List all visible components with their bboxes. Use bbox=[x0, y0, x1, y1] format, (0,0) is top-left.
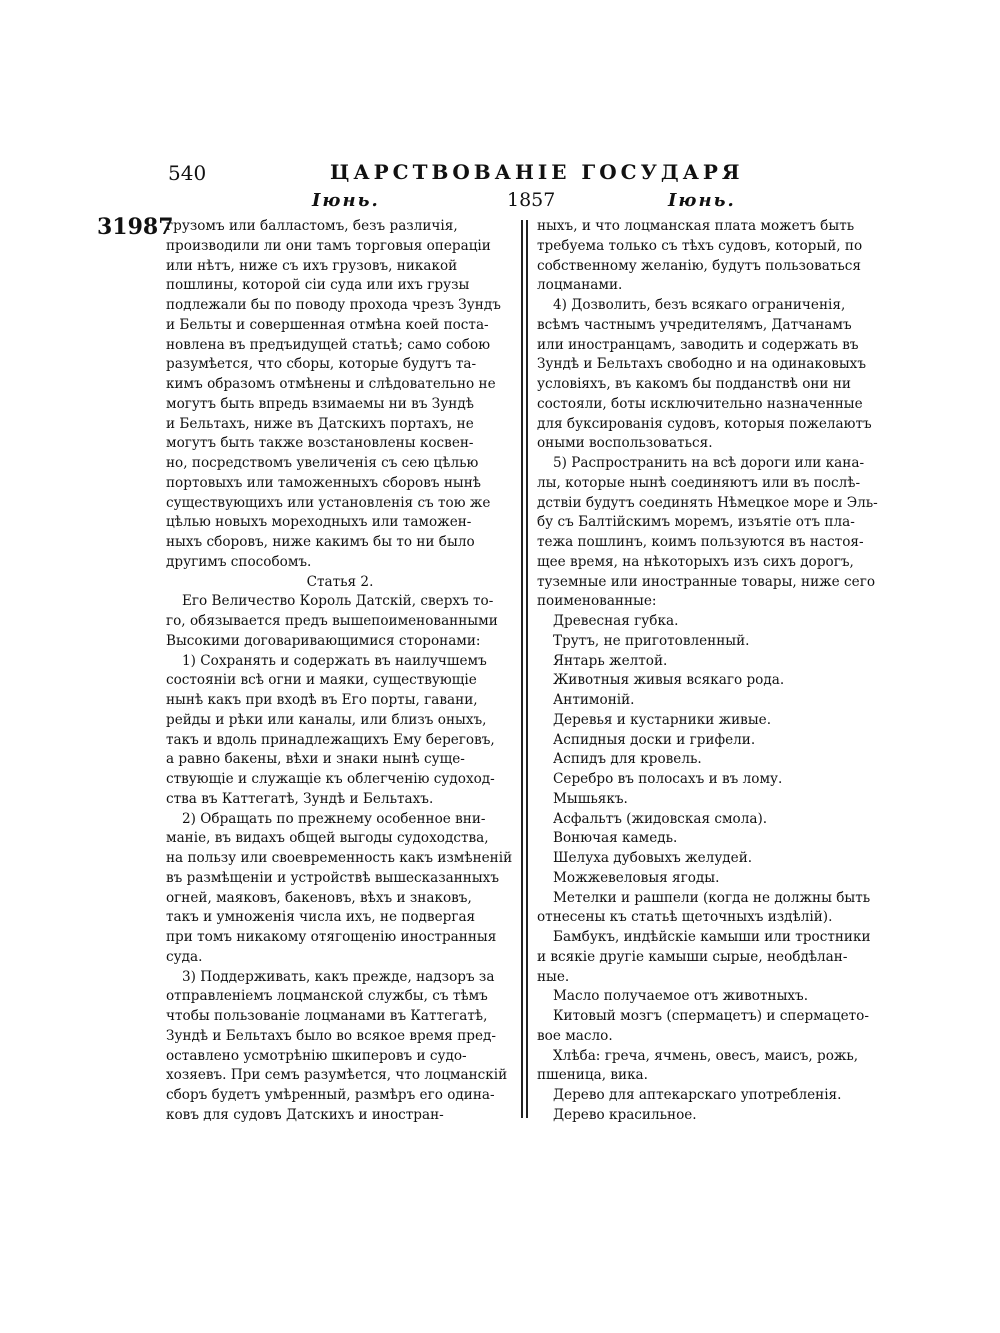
right-column-line: Шелуха дубовыхъ желудей. bbox=[553, 850, 753, 866]
right-column-line: Серебро въ полосахъ и въ лому. bbox=[553, 771, 783, 787]
left-column-line: ствующіе и служащіе къ облегченію судоход- bbox=[166, 771, 495, 787]
left-column-line: отправленіемъ лоцманской службы, съ тѣмъ bbox=[166, 988, 488, 1005]
document-number: 31987 bbox=[97, 214, 174, 240]
left-column-line: при томъ никакому отягощенію иностранныя bbox=[166, 929, 497, 945]
left-column-line: хозяевъ. При семъ разумѣется, что лоцманскій bbox=[166, 1067, 508, 1084]
right-column-line: Метелки и рашпели (когда не должны быть bbox=[553, 889, 871, 906]
left-column-line: 1) Сохранять и содержать въ наилучшемъ bbox=[182, 652, 487, 669]
left-column-line: Высокими договаривающимися сторонами: bbox=[166, 632, 481, 649]
right-column-line: ные. bbox=[537, 968, 570, 985]
right-column-line: Хлѣба: греча, ячмень, овесъ, маисъ, рожь, bbox=[553, 1047, 859, 1064]
right-column-line: Деревья и кустарники живые. bbox=[553, 711, 772, 728]
left-column-line: маніе, въ видахъ общей выгоды судоходства, bbox=[166, 830, 489, 847]
left-column-line: суда. bbox=[166, 948, 203, 965]
right-column-line: 4) Дозволить, безъ всякаго ограниченія, bbox=[553, 297, 846, 313]
left-column-line: Статья 2. bbox=[306, 573, 374, 590]
right-column-line: Масло получаемое отъ животныхъ. bbox=[553, 988, 809, 1005]
left-column bbox=[166, 217, 514, 1126]
left-column-line: кимъ образомъ отмѣнены и слѣдовательно не bbox=[166, 376, 496, 392]
page-title: ЦАРСТВОВАНІЕ ГОСУДАРЯ bbox=[330, 160, 744, 184]
left-column-line: состояніи всѣ огни и маяки, существующіе bbox=[166, 672, 477, 689]
right-column-line: Асфальтъ (жидовская смола). bbox=[553, 810, 768, 827]
right-column-line: собственному желанію, будутъ пользоваться bbox=[537, 257, 861, 274]
left-column-line: ныхъ сборовъ, ниже какимъ бы то ни было bbox=[166, 534, 475, 550]
right-column-line: ныхъ, и что лоцманская плата можетъ быть bbox=[537, 218, 855, 234]
left-column-line: новлена въ предъидущей статьѣ; само собою bbox=[166, 336, 491, 353]
right-column-line: Бамбукъ, индѣйскіе камыши или тростники bbox=[553, 929, 871, 945]
right-column-line: Мышьякъ. bbox=[553, 790, 628, 807]
column-rule-right bbox=[526, 220, 528, 1118]
left-column-line: портовыхъ или таможенныхъ сборовъ нынѣ bbox=[166, 474, 481, 491]
right-column-line: пшеница, вика. bbox=[537, 1067, 648, 1084]
right-column-line: Дерево для аптекарскаго употребленія. bbox=[553, 1087, 842, 1103]
right-column-line: Дерево красильное. bbox=[553, 1106, 697, 1123]
right-column-line: тежа пошлинъ, коимъ пользуются въ настоя- bbox=[537, 534, 864, 550]
left-column-line: грузомъ или балластомъ, безъ различія, bbox=[166, 218, 458, 234]
right-column-line: для буксированія судовъ, которыя пожелаютъ bbox=[537, 415, 872, 432]
left-column-line: пошлины, которой сіи суда или ихъ грузы bbox=[166, 277, 470, 294]
left-column-line: Зундѣ и Бельтахъ было во всякое время пред- bbox=[166, 1027, 496, 1044]
right-column-line: Трутъ, не приготовленный. bbox=[553, 632, 750, 649]
left-column-line: Его Величество Король Датскій, сверхъ то- bbox=[182, 593, 494, 610]
left-column-line: другимъ способомъ. bbox=[166, 553, 312, 570]
right-column-line: условіяхъ, въ какомъ бы подданствѣ они ни bbox=[537, 376, 851, 392]
left-column-line: но, посредствомъ увеличенія съ сею цѣлью bbox=[166, 455, 479, 471]
left-column-line: ства въ Каттегатѣ, Зундѣ и Бельтахъ. bbox=[166, 790, 434, 807]
right-column-line: оными воспользоваться. bbox=[537, 435, 713, 452]
right-column-line: Древесная губка. bbox=[553, 613, 679, 629]
right-column-line: всѣмъ частнымъ учредителямъ, Датчанамъ bbox=[537, 316, 852, 333]
left-column-line: 2) Обращать по прежнему особенное вни- bbox=[182, 810, 486, 827]
page-number: 540 bbox=[168, 161, 207, 185]
left-column-line: могутъ быть впредь взимаемы ни въ Зундѣ bbox=[166, 395, 474, 412]
left-column-line: чтобы пользованіе лоцманами въ Каттегатѣ, bbox=[166, 1008, 488, 1024]
left-column-line: цѣлью новыхъ мореходныхъ или таможен- bbox=[166, 514, 472, 531]
right-column-line: Янтарь желтой. bbox=[553, 652, 668, 669]
right-column-line: Зундѣ и Бельтахъ свободно и на одинаковыхъ bbox=[537, 356, 866, 373]
right-column-line: или иностранцамъ, заводить и содержать въ bbox=[537, 336, 859, 353]
right-column-line: и всякіе другіе камыши сырые, необдѣлан- bbox=[537, 948, 848, 965]
right-column-line: лы, которые нынѣ соединяютъ или въ послѣ- bbox=[537, 474, 861, 491]
right-column-line: Антимоній. bbox=[553, 692, 635, 708]
year: 1857 bbox=[507, 189, 556, 211]
left-column-line: въ размѣщеніи и устройствѣ вышесказанныхъ bbox=[166, 869, 499, 886]
right-column-line: 5) Распространить на всѣ дороги или кана- bbox=[553, 455, 865, 471]
column-rule-left bbox=[521, 220, 523, 1118]
left-column-line: сборъ будетъ умѣренный, размѣръ его одина- bbox=[166, 1087, 495, 1103]
right-column-line: Можжевеловыя ягоды. bbox=[553, 869, 720, 886]
right-column-line: поименованные: bbox=[537, 593, 657, 610]
left-column-line: го, обязывается предъ вышепоименованными bbox=[166, 613, 498, 629]
right-column-line: Аспидъ для кровель. bbox=[553, 751, 702, 768]
left-column-line: и Бельты и совершенная отмѣна коей поста- bbox=[166, 316, 489, 333]
right-column-line: Вонючая камедь. bbox=[553, 830, 678, 847]
right-column-line: лоцманами. bbox=[537, 277, 623, 294]
left-column-line: подлежали бы по поводу прохода чрезъ Зундъ bbox=[166, 297, 501, 313]
right-column-line: вое масло. bbox=[537, 1027, 613, 1044]
month-left: Іюнь. bbox=[312, 190, 380, 211]
right-column-line: бу съ Балтійскимъ моремъ, изъятіе отъ пла- bbox=[537, 514, 855, 531]
left-column-line: нынѣ какъ при входѣ въ Его порты, гавани, bbox=[166, 692, 478, 708]
left-column-line: огней, маяковъ, бакеновъ, вѣхъ и знаковъ, bbox=[166, 889, 472, 906]
right-column-line: отнесены къ статьѣ щеточныхъ издѣлій). bbox=[537, 909, 833, 926]
month-right: Іюнь. bbox=[668, 190, 736, 211]
left-column-line: ковъ для судовъ Датскихъ и иностран- bbox=[166, 1106, 444, 1123]
right-column-line: дствіи будутъ соединять Нѣмецкое море и Эль- bbox=[537, 494, 878, 511]
left-column-line: на пользу или своевременность какъ измѣненій bbox=[166, 850, 513, 866]
right-column-line: состояли, боты исключительно назначенные bbox=[537, 395, 863, 412]
right-column-line: Аспидныя доски и грифели. bbox=[553, 731, 756, 748]
right-column-line: туземные или иностранные товары, ниже сего bbox=[537, 573, 876, 590]
left-column-line: и Бельтахъ, ниже въ Датскихъ портахъ, не bbox=[166, 415, 474, 432]
right-column-line: Животныя живыя всякаго рода. bbox=[553, 672, 785, 689]
left-column-line: производили ли они тамъ торговыя операціи bbox=[166, 237, 491, 254]
left-column-line: такъ и умноженія числа ихъ, не подвергая bbox=[166, 909, 476, 926]
left-column-line: могутъ быть также возстановлены косвен- bbox=[166, 435, 474, 452]
left-column-line: разумѣется, что сборы, которые будутъ та- bbox=[166, 356, 477, 373]
right-column-line: Китовый мозгъ (спермацетъ) и спермацето- bbox=[553, 1008, 869, 1024]
right-column-line: требуема только съ тѣхъ судовъ, который, по bbox=[537, 237, 863, 254]
right-column bbox=[537, 217, 880, 1126]
left-column-line: такъ и вдоль принадлежащихъ Ему береговъ, bbox=[166, 731, 495, 748]
left-column-line: или нѣтъ, ниже съ ихъ грузовъ, никакой bbox=[166, 257, 458, 274]
left-column-line: оставлено усмотрѣнію шкиперовъ и судо- bbox=[166, 1047, 467, 1064]
left-column-line: 3) Поддерживать, какъ прежде, надзоръ за bbox=[182, 968, 495, 985]
left-column-line: существующихъ или установленія съ тою же bbox=[166, 494, 491, 511]
left-column-line: а равно бакены, вѣхи и знаки нынѣ суще- bbox=[166, 751, 465, 768]
left-column-line: рейды и рѣки или каналы, или близъ оныхъ, bbox=[166, 711, 487, 728]
right-column-line: щее время, на нѣкоторыхъ изъ сихъ дорогъ, bbox=[537, 553, 854, 570]
